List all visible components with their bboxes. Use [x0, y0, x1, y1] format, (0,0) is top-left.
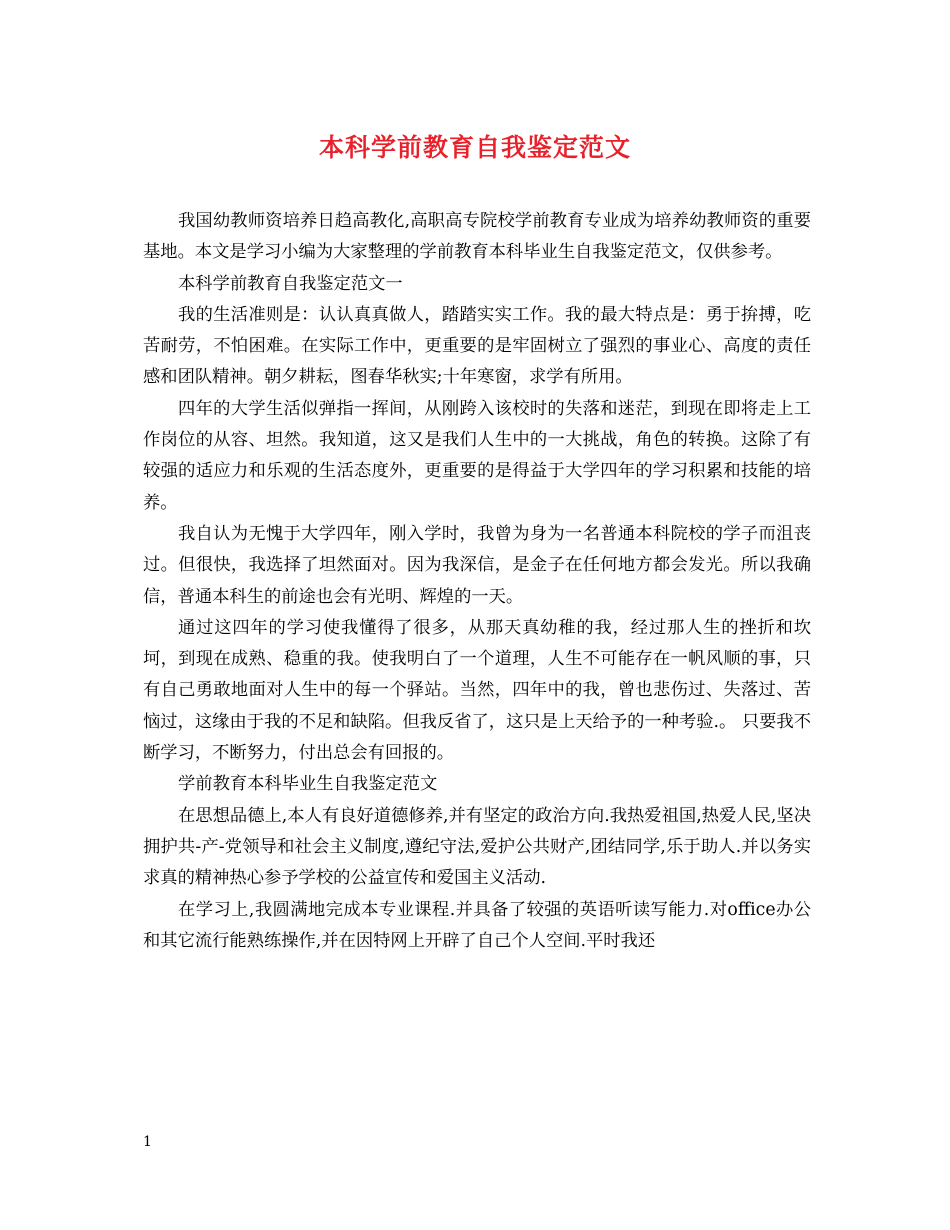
- section-heading-1: 本科学前教育自我鉴定范文一: [178, 273, 403, 294]
- document-title: 本科学前教育自我鉴定范文: [318, 133, 631, 162]
- paragraph: 通过这四年的学习使我懂得了很多，从那天真幼稚的我，经过那人生的挫折和坎坷，到现在成熟、稳重的我。使我明白了一个道理，人生不可能存在一帆风顺的事，只有自己勇敢地面对人生中的每一个驿站。当然，四年中的我，曾也悲伤过、失落过、苦恼过，这缘由于我的不足和缺陷。但我反省了，这只是上天给予的一种考验.。 只要我不断学习，不断努力，付出总会有回报的。: [143, 617, 811, 764]
- page-number: 1: [143, 1134, 152, 1150]
- document-body: [143, 206, 811, 957]
- paragraph: 四年的大学生活似弹指一挥间，从刚跨入该校时的失落和迷茫，到现在即将走上工作岗位的从容、坦然。我知道，这又是我们人生中的一大挑战，角色的转换。这除了有较强的适应力和乐观的生活态度外，更重要的是得益于大学四年的学习积累和技能的培养。: [143, 398, 811, 513]
- paragraph: 在学习上,我圆满地完成本专业课程.并具备了较强的英语听读写能力.对office办公和其它流行能熟练操作,并在因特网上开辟了自己个人空间.平时我还: [143, 899, 811, 951]
- section-heading-2: 学前教育本科毕业生自我鉴定范文: [178, 774, 438, 795]
- intro-paragraph: 我国幼教师资培养日趋高教化,高职高专院校学前教育专业成为培养幼教师资的重要基地。本文是学习小编为大家整理的学前教育本科毕业生自我鉴定范文，仅供参考。: [143, 211, 811, 263]
- paragraph: 在思想品德上,本人有良好道德修养,并有坚定的政治方向.我热爱祖国,热爱人民,坚决拥护共-产-党领导和社会主义制度,遵纪守法,爱护公共财产,团结同学,乐于助人.并以务实求真的精神热心参予学校的公益宣传和爱国主义活动.: [143, 805, 811, 889]
- paragraph: 我的生活准则是：认认真真做人，踏踏实实工作。我的最大特点是：勇于拚搏，吃苦耐劳，不怕困难。在实际工作中，更重要的是牢固树立了强烈的事业心、高度的责任感和团队精神。朝夕耕耘，图春华秋实;十年寒窗，求学有所用。: [143, 304, 811, 388]
- paragraph: 我自认为无愧于大学四年，刚入学时，我曾为身为一名普通本科院校的学子而沮丧过。但很快，我选择了坦然面对。因为我深信，是金子在任何地方都会发光。所以我确信，普通本科生的前途也会有光明、辉煌的一天。: [143, 523, 811, 607]
